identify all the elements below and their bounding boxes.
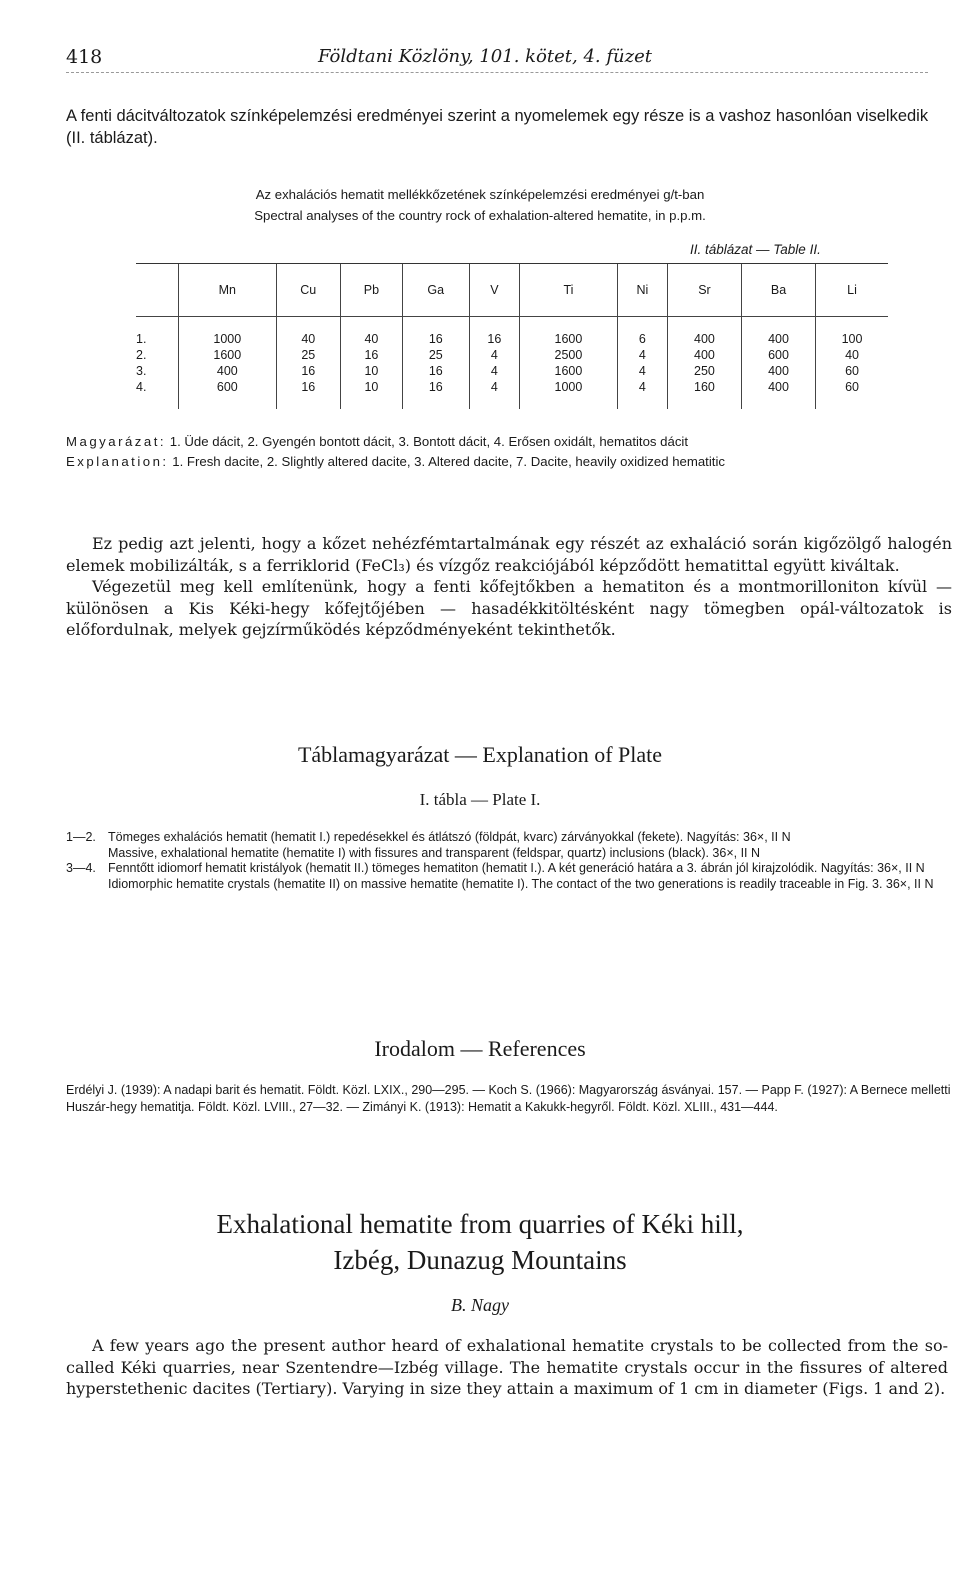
plate-item-hu: Fenntőtt idiomorf hematit kristályok (hematit II.) tömeges hematiton (hematit I.). A két generáció határa a 3. ábrán jól kirajzolódik. Nagyítás: 36×, II N <box>108 861 925 875</box>
table-cell: 4 <box>617 347 667 363</box>
table-cell: 400 <box>179 363 277 379</box>
header-cell: V <box>469 264 520 317</box>
paragraph-1 <box>66 533 952 576</box>
row-label: 4. <box>136 380 147 394</box>
table-caption-en: Spectral analyses of the country rock of exhalation-altered hematite, in p.p.m. <box>254 208 706 223</box>
table-cell: 400 <box>742 317 816 348</box>
table-cell: 60 <box>816 379 888 409</box>
table-row <box>136 363 888 379</box>
references-heading: Irodalom — References <box>374 1036 586 1061</box>
plate-item <box>66 830 956 861</box>
table-cell: 40 <box>816 347 888 363</box>
table-cell: 400 <box>742 363 816 379</box>
table-cell: 1600 <box>520 317 618 348</box>
table-cell: 16 <box>402 317 469 348</box>
table-cell: 4 <box>617 379 667 409</box>
article-title-line-2: Izbég, Dunazug Mountains <box>333 1245 627 1275</box>
table-cell: 400 <box>667 347 741 363</box>
plate-item-hu: Tömeges exhalációs hematit (hematit I.) repedésekkel és átlátszó (földpát, kvarc) zárványokkal (fekete). Nagyítás: 36×, II N <box>108 830 791 844</box>
explanation-hu-label: Magyarázat: <box>66 434 167 449</box>
table-cell: 25 <box>402 347 469 363</box>
summary-paragraph-text: A few years ago the present author heard of exhalational hematite crystals to be collected from the so-called Kéki quarries, near Szentendre—Izbég village. The hematite crystals occur in the fissures of altered hyperstethenic dacites (Tertiary). Varying in size they attain a maximum of 1 cm in diameter (Figs. 1 and 2). <box>66 1336 948 1398</box>
table-cell: 10 <box>340 379 402 409</box>
spectral-table <box>136 264 888 409</box>
table-cell: 4 <box>617 363 667 379</box>
plate-item-en: Idiomorphic hematite crystals (hematite II) on massive hematite (hematite I). The contact of the two generations is readily traceable in Fig. 3. 36×, II N <box>108 876 934 891</box>
header-cell: Ti <box>520 264 618 317</box>
header-cell: Ba <box>742 264 816 317</box>
references-text: Erdélyi J. (1939): A nadapi barit és hematit. Földt. Közl. LXIX., 290—295. — Koch S. (1966): Magyarország ásványai. 157. — Papp F. (1927): A Bernece melletti Huszár-hegy hematitja. Földt. Közl. LVIII., 27—32. — Zimányi K. (1913): Hematit a Kakukk-hegyről. Földt. Közl. XLIII., 431—444. <box>66 1083 951 1114</box>
table-cell: 600 <box>179 379 277 409</box>
table-cell: 16 <box>469 317 520 348</box>
plate-subheading: I. tábla — Plate I. <box>419 790 541 809</box>
plate-item-number: 3—4. <box>66 861 96 875</box>
table-cell: 16 <box>402 363 469 379</box>
table-cell: 4 <box>469 379 520 409</box>
table-cell: 400 <box>742 379 816 409</box>
table-cell: 16 <box>402 379 469 409</box>
journal-title: Földtani Közlöny, 101. kötet, 4. füzet <box>318 46 652 67</box>
paragraph-2-text: Végezetül meg kell említenünk, hogy a fenti kőfejtőkben a hematiton és a montmorilloniton kívül — különösen a Kis Kéki-hegy kőfejtőjében — hasadékkitöltésként nagy tömegben opál-változatok is előfordulnak, melyek gejzírműködés képződményeként tekinthetők. <box>66 577 952 639</box>
plate-explanation-list <box>66 830 956 892</box>
table-cell: 1600 <box>520 363 618 379</box>
plate-heading: Táblamagyarázat — Explanation of Plate <box>297 742 663 767</box>
table-cell: 16 <box>276 363 340 379</box>
page-header <box>66 44 928 73</box>
table-cell: 250 <box>667 363 741 379</box>
header-cell: Ni <box>617 264 667 317</box>
row-label: 3. <box>136 364 147 378</box>
explanation-en <box>66 452 954 472</box>
paragraph-2 <box>66 576 952 641</box>
explanation-en-text: 1. Fresh dacite, 2. Slightly altered dacite, 3. Altered dacite, 7. Dacite, heavily oxidized hematitic <box>172 454 725 469</box>
header-cell: Cu <box>276 264 340 317</box>
body-paragraphs <box>66 533 952 641</box>
paragraph-1-text: Ez pedig azt jelenti, hogy a kőzet nehézfémtartalmának egy részét az exhaláció során kigőzölgő halogén elemek mobilizálták, s a ferriklorid (FeCl₃) és vízgőz reakciójából képződött hematittal együtt kiváltak. <box>66 534 952 575</box>
table-cell: 25 <box>276 347 340 363</box>
table-cell: 600 <box>742 347 816 363</box>
article-title-line-1: Exhalational hematite from quarries of Kéki hill, <box>216 1209 744 1239</box>
corner-cell <box>136 264 179 317</box>
plate-item-number: 1—2. <box>66 830 96 844</box>
table-cell: 4 <box>469 363 520 379</box>
explanation-hu <box>66 432 954 452</box>
table-cell: 100 <box>816 317 888 348</box>
table-cell: 16 <box>276 379 340 409</box>
table-row <box>136 379 888 409</box>
table-row <box>136 317 888 348</box>
article-title <box>0 1206 960 1278</box>
explanation-hu-text: 1. Üde dácit, 2. Gyengén bontott dácit, 3. Bontott dácit, 4. Erősen oxidált, hematitos dácit <box>169 434 689 449</box>
table-row <box>136 347 888 363</box>
table-cell: 40 <box>276 317 340 348</box>
table-cell: 1600 <box>179 347 277 363</box>
table-cell: 10 <box>340 363 402 379</box>
table-cell: 400 <box>667 317 741 348</box>
header-cell: Mn <box>179 264 277 317</box>
table-cell: 2500 <box>520 347 618 363</box>
table-header-row <box>136 264 888 317</box>
table-cell: 40 <box>340 317 402 348</box>
page-number: 418 <box>66 46 103 68</box>
table-caption-hu: Az exhalációs hematit mellékkőzetének színképelemzési eredményei g/t-ban <box>255 187 705 202</box>
row-label: 2. <box>136 348 147 362</box>
table-cell: 1000 <box>179 317 277 348</box>
table-cell: 6 <box>617 317 667 348</box>
table-explanation <box>66 432 954 472</box>
plate-item <box>66 861 956 892</box>
table-cell: 60 <box>816 363 888 379</box>
table-cell: 4 <box>469 347 520 363</box>
row-label: 1. <box>136 332 147 346</box>
author: B. Nagy <box>451 1295 509 1315</box>
header-cell: Pb <box>340 264 402 317</box>
header-cell: Li <box>816 264 888 317</box>
header-cell: Sr <box>667 264 741 317</box>
table-cell: 1000 <box>520 379 618 409</box>
table-cell: 16 <box>340 347 402 363</box>
plate-item-en: Massive, exhalational hematite (hematite I) with fissures and transparent (feldspar, quartz) inclusions (black). 36×, II N <box>108 845 761 860</box>
table-label: II. táblázat — Table II. <box>690 242 821 257</box>
header-cell: Ga <box>402 264 469 317</box>
intro-paragraph: A fenti dácitváltozatok színképelemzési eredményei szerint a nyomelemek egy része is a vashoz hasonlóan viselkedik (II. táblázat). <box>66 107 929 147</box>
table-cell: 160 <box>667 379 741 409</box>
explanation-en-label: Explanation: <box>66 454 169 469</box>
summary-paragraph <box>66 1335 948 1400</box>
